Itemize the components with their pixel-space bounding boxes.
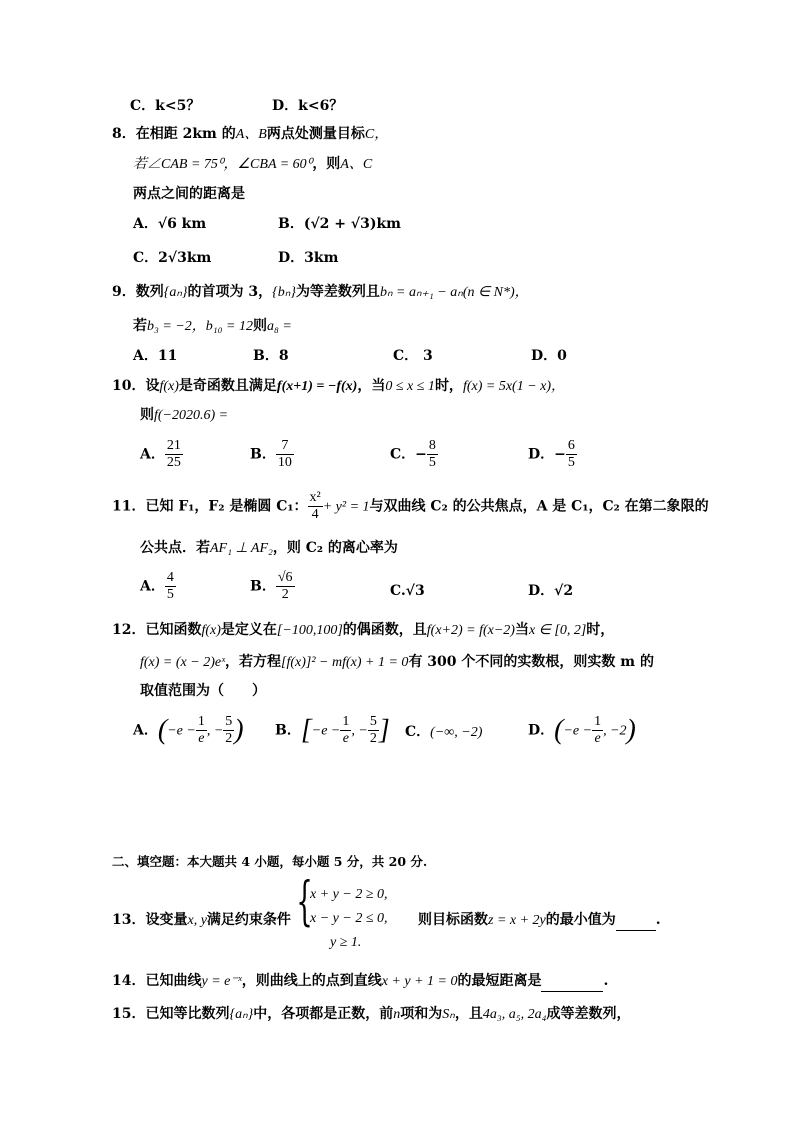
q10-option-b: B． $\frac{7}{10}$ bbox=[250, 438, 292, 470]
q13-constraint-2: x − y − 2 ≤ 0, bbox=[310, 911, 388, 926]
q7-option-c: C．k<5？ bbox=[130, 98, 201, 114]
q8-option-b: B．(√2 + √3)km bbox=[278, 216, 401, 232]
q12-option-b: B．[−e − $\frac{1}{e}$ , − $\frac{5}{2}$ ] bbox=[275, 714, 390, 746]
q8-option-c: C．2√3km bbox=[133, 250, 212, 266]
q13-stem-right: 则目标函数z = x + 2y的最小值为 . bbox=[418, 910, 661, 931]
q11-stem-line1: 11．已知 F₁，F₂ 是椭圆 C₁： $\frac{\text{x²}}{4}$ + y² = 1与双曲线 C₂ 的公共焦点，A 是 C₁，C₂ 在第二象限的 bbox=[112, 490, 709, 522]
q12-stem-line3: 取值范围为（ ） bbox=[140, 683, 266, 699]
q9-option-c: C． 3 bbox=[393, 348, 433, 364]
q14-answer-blank bbox=[541, 971, 603, 992]
brace: { bbox=[296, 872, 313, 932]
q10-stem-line1: 10．设f(x)是奇函数且满足f(x+1) = −f(x)，当0 ≤ x ≤ 1时，f(x) = 5x(1 − x)， bbox=[112, 378, 566, 394]
q10-option-a: A． $\frac{21}{25}$ bbox=[140, 438, 181, 470]
q13-constraint-1: x + y − 2 ≥ 0, bbox=[310, 887, 388, 902]
q13-constraint-3: y ≥ 1. bbox=[330, 935, 362, 950]
q11-option-a: A． $\frac{4}{5}$ bbox=[140, 570, 174, 602]
q9-option-b: B．8 bbox=[253, 348, 289, 364]
q9-stem-line2: 若b₃ = −2，b₁₀ = 12则a₈ = bbox=[133, 318, 292, 334]
q12-stem-line1: 12．已知函数f(x)是定义在[−100,100]的偶函数，且f(x+2) = f(x−2)当x ∈ [0, 2]时， bbox=[112, 622, 615, 638]
q8-option-d: D．3km bbox=[278, 250, 339, 266]
q11-option-c: C.√3 bbox=[390, 583, 425, 599]
q8-option-a: A．√6 km bbox=[133, 216, 207, 232]
q10-stem-line2: 则f(−2020.6) = bbox=[140, 407, 229, 423]
q10-option-c: C．− $\frac{8}{5}$ bbox=[390, 438, 436, 470]
q8-stem-line3: 两点之间的距离是 bbox=[133, 186, 245, 202]
q12-option-a: A．(−e − $\frac{1}{e}$ , − $\frac{5}{2}$ ) bbox=[133, 714, 244, 746]
q12-option-d: D．(−e − $\frac{1}{e}$ , −2) bbox=[528, 714, 636, 746]
section-heading: 二、填空题：本大题共 4 小题，每小题 5 分，共 20 分. bbox=[112, 854, 428, 869]
q12-option-c: C．(−∞, −2) bbox=[405, 724, 483, 740]
q10-option-d: D．− $\frac{6}{5}$ bbox=[528, 438, 575, 470]
q7-option-d: D．k<6？ bbox=[272, 98, 344, 114]
q11-option-d: D．√2 bbox=[528, 583, 574, 599]
q9-option-a: A．11 bbox=[133, 348, 178, 364]
q8-stem-line1: 8．在相距 2km 的A、B两点处测量目标C， bbox=[112, 126, 389, 142]
q11-option-b: B． $\frac{√6}{2}$ bbox=[250, 570, 293, 602]
q8-stem-line2: 若∠CAB = 75⁰，∠CBA = 60⁰，则A、C bbox=[133, 156, 373, 172]
q12-stem-line2: f(x) = (x − 2)eˣ，若方程[f(x)]² − mf(x) + 1 = 0有 300 个不同的实数根，则实数 m 的 bbox=[140, 654, 654, 670]
q13-answer-blank bbox=[616, 910, 656, 931]
q14-stem: 14．已知曲线y = e⁻ˣ，则曲线上的点到直线x + y + 1 = 0的最短距离是 . bbox=[112, 971, 608, 992]
q15-stem: 15．已知等比数列{aₙ}中，各项都是正数，前n项和为Sₙ，且4a₃, a₅, 2a₄成等差数列， bbox=[112, 1006, 631, 1022]
q11-stem-line2: 公共点．若AF₁ ⊥ AF₂，则 C₂ 的离心率为 bbox=[140, 540, 398, 556]
q13-stem-left: 13．设变量x, y满足约束条件 bbox=[112, 912, 291, 928]
q9-option-d: D．0 bbox=[531, 348, 567, 364]
q9-stem-line1: 9．数列{aₙ}的首项为 3，{bₙ}为等差数列且bₙ = aₙ₊₁ − aₙ(n ∈ N*)， bbox=[112, 284, 529, 300]
